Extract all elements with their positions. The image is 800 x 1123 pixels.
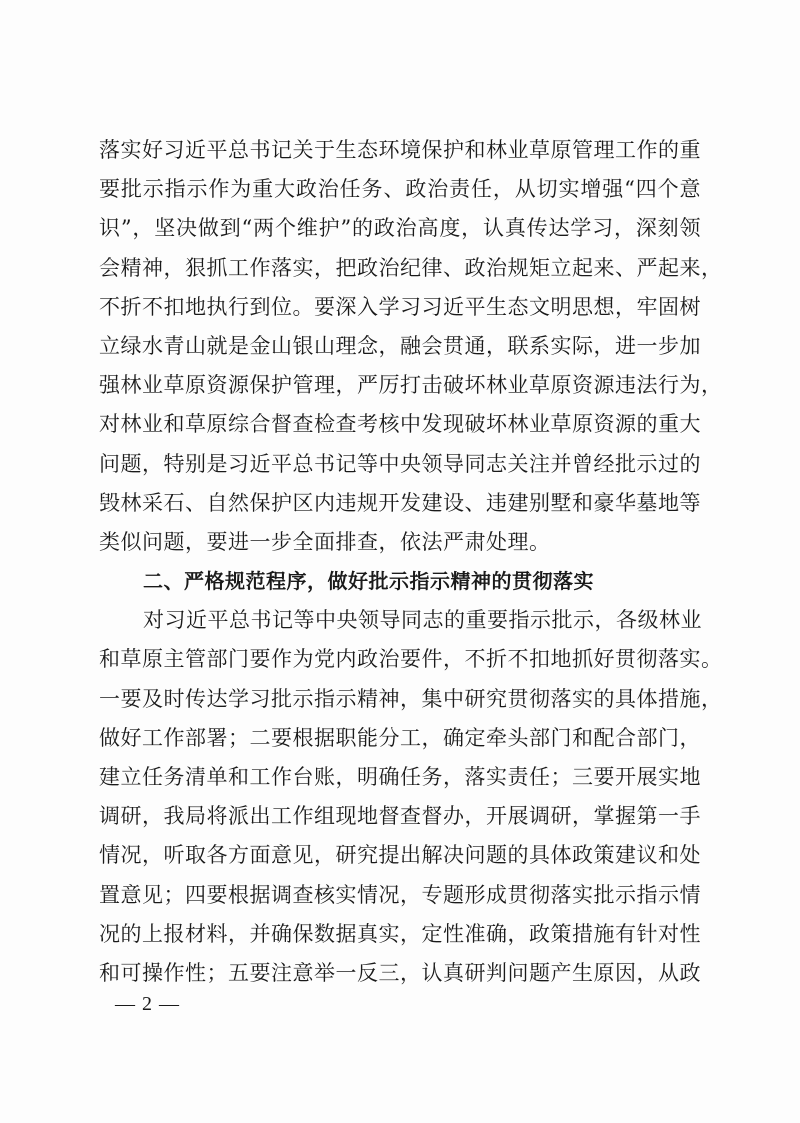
- text-line: 要批示指示作为重大政治任务、政治责任，从切实增强“四个意: [99, 177, 701, 202]
- text-line: 做好工作部署；二要根据职能分工，确定牵头部门和配合部门，: [99, 725, 701, 750]
- text-line: 毁林采石、自然保护区内违规开发建设、违建别墅和豪华墓地等: [99, 490, 701, 515]
- text-line: 建立任务清单和工作台账，明确任务，落实责任；三要开展实地: [99, 765, 701, 789]
- text-line: 会精神，狠抓工作落实，把政治纪律、政治规矩立起来、严起来，: [99, 255, 723, 280]
- text-line: 和可操作性；五要注意举一反三，认真研判问题产生原因，从政: [99, 960, 701, 985]
- section-heading: 二、严格规范程序，做好批示指示精神的贯彻落实: [143, 569, 594, 594]
- text-line: 落实好习近平总书记关于生态环境保护和林业草原管理工作的重: [99, 138, 701, 162]
- text-line: 一要及时传达学习批示指示精神，集中研究贯彻落实的具体措施，: [99, 686, 723, 711]
- text-line: 强林业草原资源保护管理，严厉打击破坏林业草原资源违法行为，: [99, 373, 723, 398]
- text-line: 立绿水青山就是金山银山理念，融会贯通，联系实际，进一步加: [99, 333, 701, 358]
- text-line: 对习近平总书记等中央领导同志的重要指示批示，各级林业: [143, 608, 702, 633]
- text-line: 况的上报材料，并确保数据真实，定性准确，政策措施有针对性: [99, 921, 701, 946]
- body-text: [99, 131, 723, 993]
- text-line: 情况，听取各方面意见，研究提出解决问题的具体政策建议和处: [99, 843, 701, 868]
- page-number: — 2 —: [115, 993, 180, 1015]
- text-line: 问题，特别是习近平总书记等中央领导同志关注并曾经批示过的: [99, 451, 701, 476]
- text-line: 对林业和草原综合督查检查考核中发现破坏林业草原资源的重大: [99, 412, 701, 437]
- text-line: 调研，我局将派出工作组现地督查督办，开展调研，掌握第一手: [99, 804, 701, 829]
- text-line: 识”，坚决做到“两个维护”的政治高度，认真传达学习，深刻领: [99, 216, 701, 241]
- text-line: 和草原主管部门要作为党内政治要件，不折不扣地抓好贯彻落实。: [99, 647, 723, 672]
- text-line: 置意见；四要根据调查核实情况，专题形成贯彻落实批示指示情: [99, 882, 701, 907]
- text-line: 类似问题，要进一步全面排查，依法严肃处理。: [99, 529, 551, 554]
- text-line: 不折不扣地执行到位。要深入学习习近平生态文明思想，牢固树: [99, 294, 701, 319]
